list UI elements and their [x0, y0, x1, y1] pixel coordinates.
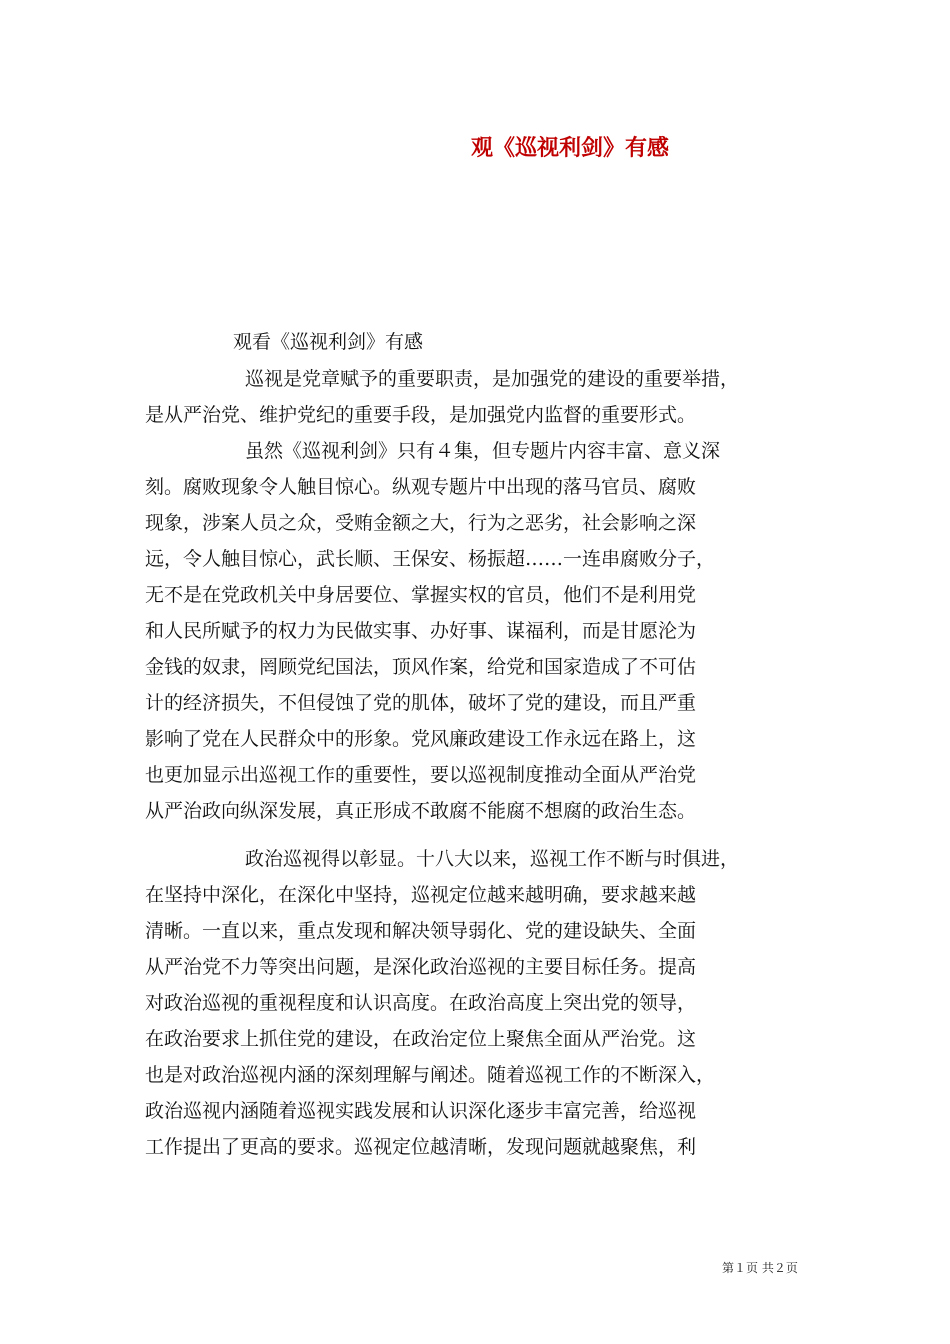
- paragraph-line: 无不是在党政机关中身居要位、掌握实权的官员，他们不是利用党: [145, 584, 697, 606]
- paragraph-line: 从严治党不力等突出问题，是深化政治巡视的主要目标任务。提高: [145, 956, 697, 978]
- paragraph-line: 在坚持中深化，在深化中坚持，巡视定位越来越明确，要求越来越: [145, 884, 697, 906]
- document-title: 观《巡视利剑》有感: [471, 135, 670, 161]
- paragraph-line: 对政治巡视的重视程度和认识高度。在政治高度上突出党的领导，: [145, 992, 697, 1014]
- paragraph-line: 远，令人触目惊心，武长顺、王保安、杨振超……一连串腐败分子，: [145, 548, 716, 570]
- paragraph-line: 巡视是党章赋予的重要职责，是加强党的建设的重要举措，: [245, 368, 740, 390]
- page-number: 第１页 共２页: [722, 1261, 798, 1275]
- paragraph-line: 虽然《巡视利剑》只有４集，但专题片内容丰富、意义深: [245, 440, 721, 462]
- paragraph-line: 工作提出了更高的要求。巡视定位越清晰，发现问题就越聚焦，利: [145, 1136, 697, 1158]
- paragraph-line: 是从严治党、维护党纪的重要手段，是加强党内监督的重要形式。: [145, 404, 697, 426]
- document-subtitle: 观看《巡视利剑》有感: [233, 331, 424, 353]
- paragraph-line: 影响了党在人民群众中的形象。党风廉政建设工作永远在路上，这: [145, 728, 697, 750]
- paragraph-line: 在政治要求上抓住党的建设，在政治定位上聚焦全面从严治党。这: [145, 1028, 697, 1050]
- paragraph-line: 政治巡视内涵随着巡视实践发展和认识深化逐步丰富完善，给巡视: [145, 1100, 697, 1122]
- paragraph-line: 刻。腐败现象令人触目惊心。纵观专题片中出现的落马官员、腐败: [145, 476, 697, 498]
- paragraph-line: 金钱的奴隶，罔顾党纪国法，顶风作案，给党和国家造成了不可估: [145, 656, 697, 678]
- paragraph-line: 清晰。一直以来，重点发现和解决领导弱化、党的建设缺失、全面: [145, 920, 697, 942]
- paragraph-line: 从严治政向纵深发展，真正形成不敢腐不能腐不想腐的政治生态。: [145, 800, 697, 822]
- paragraph-line: 和人民所赋予的权力为民做实事、办好事、谋福利，而是甘愿沦为: [145, 620, 697, 642]
- paragraph-line: 也是对政治巡视内涵的深刻理解与阐述。随着巡视工作的不断深入，: [145, 1064, 716, 1086]
- paragraph-line: 计的经济损失，不但侵蚀了党的肌体，破坏了党的建设，而且严重: [145, 692, 697, 714]
- paragraph-line: 政治巡视得以彰显。十八大以来，巡视工作不断与时俱进，: [245, 848, 740, 870]
- paragraph-line: 现象，涉案人员之众，受贿金额之大，行为之恶劣，社会影响之深: [145, 512, 697, 534]
- paragraph-line: 也更加显示出巡视工作的重要性，要以巡视制度推动全面从严治党: [145, 764, 697, 786]
